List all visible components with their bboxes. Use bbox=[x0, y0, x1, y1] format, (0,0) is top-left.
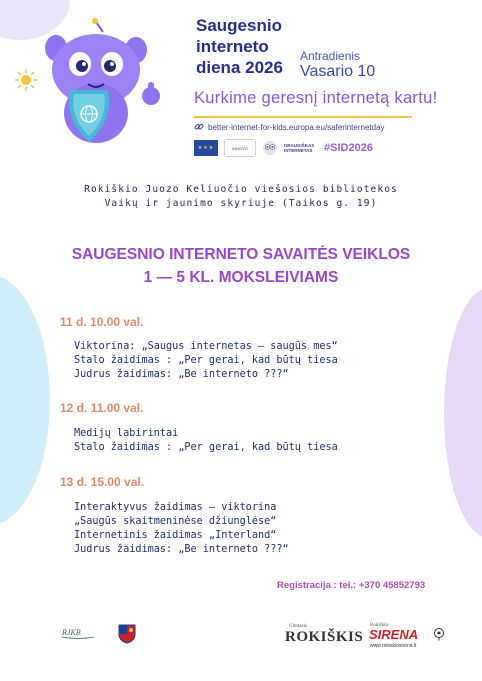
hashtag: #SID2026 bbox=[324, 142, 373, 154]
library-line-2: Vaikų ir jaunimo skyriuje (Taikos g. 19) bbox=[104, 198, 378, 209]
activity: Judrus žaidimas: „Be interneto ???“ bbox=[74, 544, 289, 555]
coat-of-arms-icon bbox=[118, 624, 136, 644]
link-icon bbox=[194, 122, 204, 132]
library-logo-icon bbox=[60, 626, 96, 640]
heading-line-2: 1 — 5 KL. MOKSLEIVIAMS bbox=[143, 269, 339, 286]
activity: „Saugūs skaitmeninėse džiunglėse“ bbox=[74, 516, 277, 527]
sirena-url: www.rokiskiosirena.lt bbox=[370, 643, 417, 649]
event-time-2: 12 d. 11.00 val. bbox=[60, 401, 144, 415]
activity: Stalo žaidimas : „Per gerai, kad būtų tiesa bbox=[74, 355, 338, 366]
rose-icon bbox=[432, 627, 446, 641]
library-line-1: Rokiškio Juozo Keliuočio viešosios bibliotekos bbox=[84, 184, 398, 195]
decorative-blob-right bbox=[444, 288, 482, 538]
rokiskis-logo: ROKIŠKIS bbox=[285, 629, 364, 645]
event-time-1: 11 d. 10.00 val. bbox=[60, 315, 144, 329]
website-link[interactable] bbox=[194, 121, 385, 133]
activity: Viktorina: „Saugus internetas — saugūs mes“ bbox=[74, 341, 338, 352]
partner-logo-innovo: INNOVO bbox=[224, 139, 256, 157]
activity: Medijų labirintai bbox=[74, 428, 179, 439]
heading-line-1: SAUGESNIO INTERNETO SAVAITĖS VEIKLOS bbox=[71, 246, 411, 263]
sun-icon bbox=[15, 69, 37, 91]
divider bbox=[194, 116, 412, 118]
event-time-3: 13 d. 15.00 val. bbox=[60, 475, 145, 489]
title-line-3: diena 2026 bbox=[196, 58, 283, 77]
eu-flag-icon: ★★★ bbox=[194, 140, 218, 156]
activity: Interaktyvus žaidimas — viktorina bbox=[74, 502, 277, 513]
activity: Internetinis žaidimas „Interland“ bbox=[74, 530, 277, 541]
sirena-logo: SIRENA bbox=[369, 627, 419, 642]
partner-logos bbox=[194, 139, 373, 157]
activity: Judrus žaidimas: „Be interneto ???“ bbox=[74, 369, 289, 380]
owl-logo-icon bbox=[262, 140, 278, 156]
svg-text:RJKB: RJKB bbox=[62, 628, 81, 637]
partner-logo-draugiskas: DRAUGIŠKAS INTERNETAS bbox=[284, 143, 315, 153]
slogan: Kurkime geresnį internetą kartu! bbox=[194, 89, 438, 107]
rokiskis-logo-caption: Gimtasis bbox=[289, 624, 307, 629]
day-label: Antradienis bbox=[300, 49, 361, 63]
event-title bbox=[196, 15, 306, 78]
title-line-2: interneto bbox=[196, 37, 269, 56]
link-text[interactable]: better-internet-for-kids.europa.eu/saferinternetday bbox=[208, 122, 385, 132]
registration-info: Registracija : tel.: +370 45852793 bbox=[277, 580, 426, 591]
activity: Stalo žaidimas : „Per gerai, kad būtų tiesa bbox=[74, 442, 338, 453]
decorative-blob-left bbox=[0, 275, 50, 525]
mascot-illustration bbox=[8, 18, 168, 153]
sirena-logo-caption: Rokiškio bbox=[370, 623, 389, 628]
date-label: Vasario 10 bbox=[300, 63, 376, 80]
title-line-1: Saugesnio bbox=[196, 16, 282, 35]
